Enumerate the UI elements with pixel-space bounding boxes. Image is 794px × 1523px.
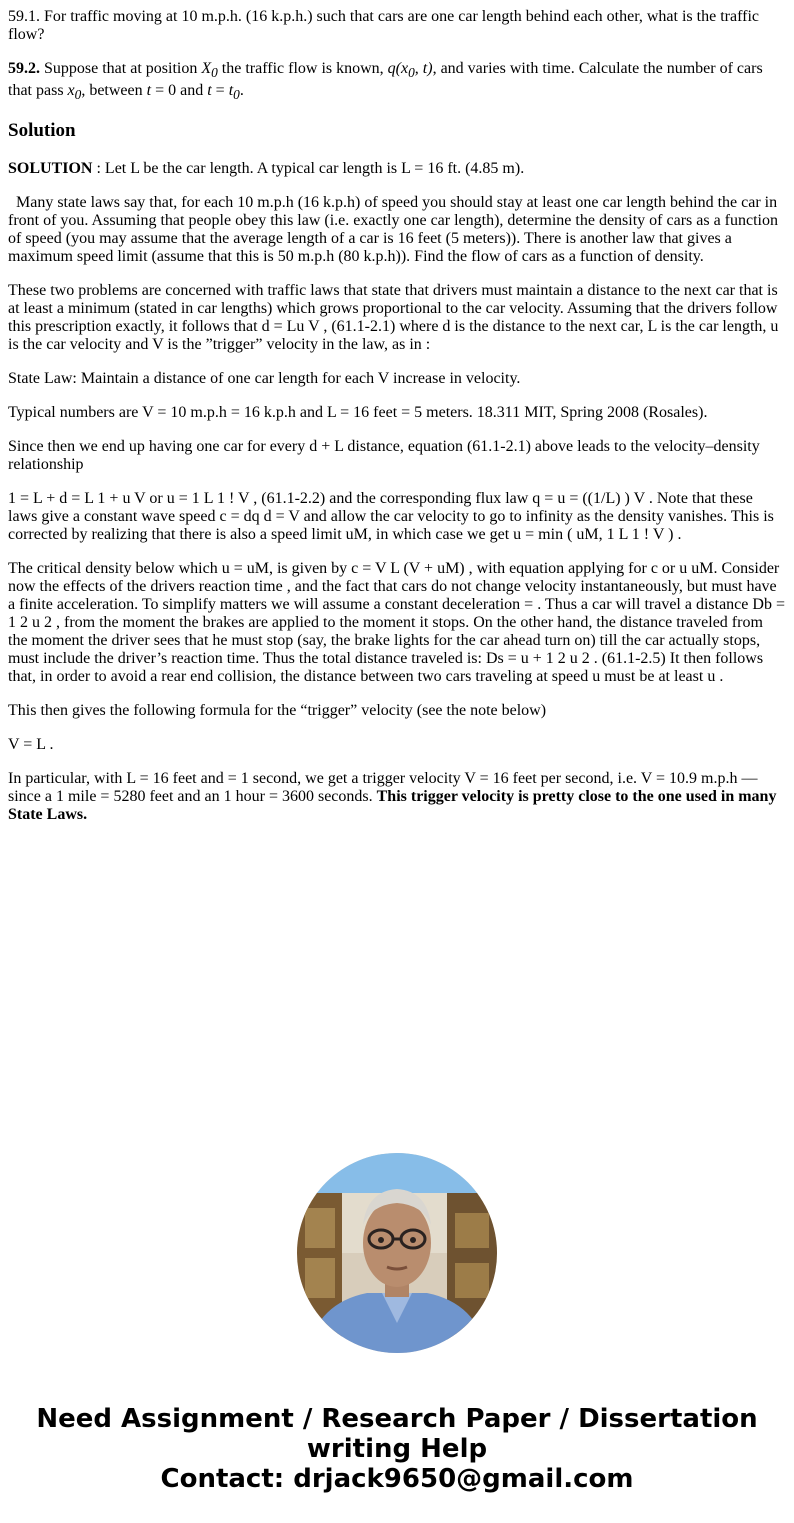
paragraph: Since then we end up having one car for every d + L distance, equation (61.1-2.1) above leads to the velocity–density relationship <box>8 438 760 474</box>
q-text: = 0 and <box>151 82 208 100</box>
paragraph: State Law: Maintain a distance of one car length for each V increase in velocity. <box>8 370 521 388</box>
footer-line: Need Assignment / Research Paper / Dissertation <box>36 1404 758 1434</box>
paragraph: The critical density below which u = uM, is given by c = V L (V + uM) , with equation applying for c or u uM. Consider now the effects of the drivers reaction time , and the fact that cars do not change velocity instantaneously, but must have a finite acceleration. To simplify matters we will assume a constant deceleration = . Thus a car will travel a distance Db = 1 2 u 2 , from the moment the brakes are applied to the moment it stops. On the other hand, the distance traveled from the moment the driver sees that he must stop (say, the brake lights for the car ahead turn on) till the car actually stops, must include the driver’s reaction time. Thus the total distance traveled is: Ds = u + 1 2 u 2 . (61.1-2.5) It then follows that, in order to avoid a rear end collision, the distance between two cars traveling at speed u must be at least u . <box>8 560 785 686</box>
var-x0: x <box>67 82 75 100</box>
q-text: , and varies with time. Calculate the number of cars that pass <box>8 60 763 100</box>
var-sub: 0 <box>233 87 240 103</box>
footer-banner <box>0 1404 794 1494</box>
var-t: t <box>207 82 212 100</box>
var-t: t <box>146 82 152 100</box>
last-text: In particular, with L = 16 feet and = 1 second, we get a trigger velocity V = 16 feet per second, i.e. V = 10.9 m.p.h — since a 1 mile = 5280 feet and an 1 hour = 3600 seconds. <box>8 770 758 806</box>
var-sub: 0 <box>211 65 218 81</box>
paragraph: Typical numbers are V = 10 m.p.h = 16 k.p.h and L = 16 feet = 5 meters. 18.311 MIT, Spring 2008 (Rosales). <box>8 404 708 422</box>
var-q: q(x <box>387 60 409 77</box>
q-text: . <box>239 82 244 100</box>
var-t0: t <box>228 82 234 100</box>
q-text: = <box>211 82 229 100</box>
var-sub: 0 <box>74 87 82 103</box>
q-text: Suppose that at position <box>40 60 202 77</box>
solution-text: : Let L be the car length. A typical car length is L = 16 ft. (4.85 m). <box>92 160 525 178</box>
author-avatar <box>297 1153 497 1353</box>
solution-heading: Solution <box>8 120 76 142</box>
last-paragraph <box>8 770 786 824</box>
question-59-1: 59.1. For traffic moving at 10 m.p.h. (16 k.p.h.) such that cars are one car length behind each other, what is the traffic flow? <box>8 8 759 43</box>
footer-line: writing Help <box>306 1434 488 1464</box>
question-59-2 <box>8 60 786 104</box>
document-body <box>8 8 786 840</box>
question-number: 59.2. <box>8 60 40 77</box>
var-sub: 0 <box>408 65 415 81</box>
q-text: , between <box>81 82 147 100</box>
q-text: the traffic flow is known, <box>217 60 388 77</box>
paragraph: 1 = L + d = L 1 + u V or u = 1 L 1 ! V , (61.1-2.2) and the corresponding flux law q = u = ((1/L) ) V . Note that these laws give a constant wave speed c = dq d = V and allow the car velocity to go to infinity as the density vanishes. This is corrected by realizing that there is also a speed limit uM, in which case we get u = min ( uM, 1 L 1 ! V ) . <box>8 490 774 544</box>
paragraph: V = L . <box>8 736 54 754</box>
var-x: X <box>201 60 212 77</box>
footer-contact: Contact: drjack9650@gmail.com <box>160 1464 634 1494</box>
solution-label: SOLUTION <box>8 160 93 178</box>
paragraph: These two problems are concerned with traffic laws that state that drivers must maintain a distance to the next car that is at least a minimum (stated in car lengths) which grows proportional to the car velocity. Assuming that the drivers follow this prescription exactly, it follows that d = Lu V , (61.1-2.1) where d is the distance to the next car, L is the car length, u is the car velocity and V is the ”trigger” velocity in the law, as in : <box>8 282 779 354</box>
var-q-end: , t) <box>414 60 433 77</box>
paragraph: This then gives the following formula for the “trigger” velocity (see the note below) <box>8 702 547 720</box>
solution-intro <box>8 160 786 178</box>
avatar-photo <box>297 1153 497 1353</box>
paragraph: Many state laws say that, for each 10 m.p.h (16 k.p.h) of speed you should stay at least one car length behind the car in front of you. Assuming that people obey this law (i.e. exactly one car length), determine the density of cars as a function of speed (you may assume that the average length of a car is 16 feet (5 meters)). There is another law that gives a maximum speed limit (assume that this is 50 m.p.h (80 k.p.h)). Find the flow of cars as a function of density. <box>8 194 778 266</box>
last-bold-text: This trigger velocity is pretty close to the one used in many State Laws. <box>8 788 777 824</box>
